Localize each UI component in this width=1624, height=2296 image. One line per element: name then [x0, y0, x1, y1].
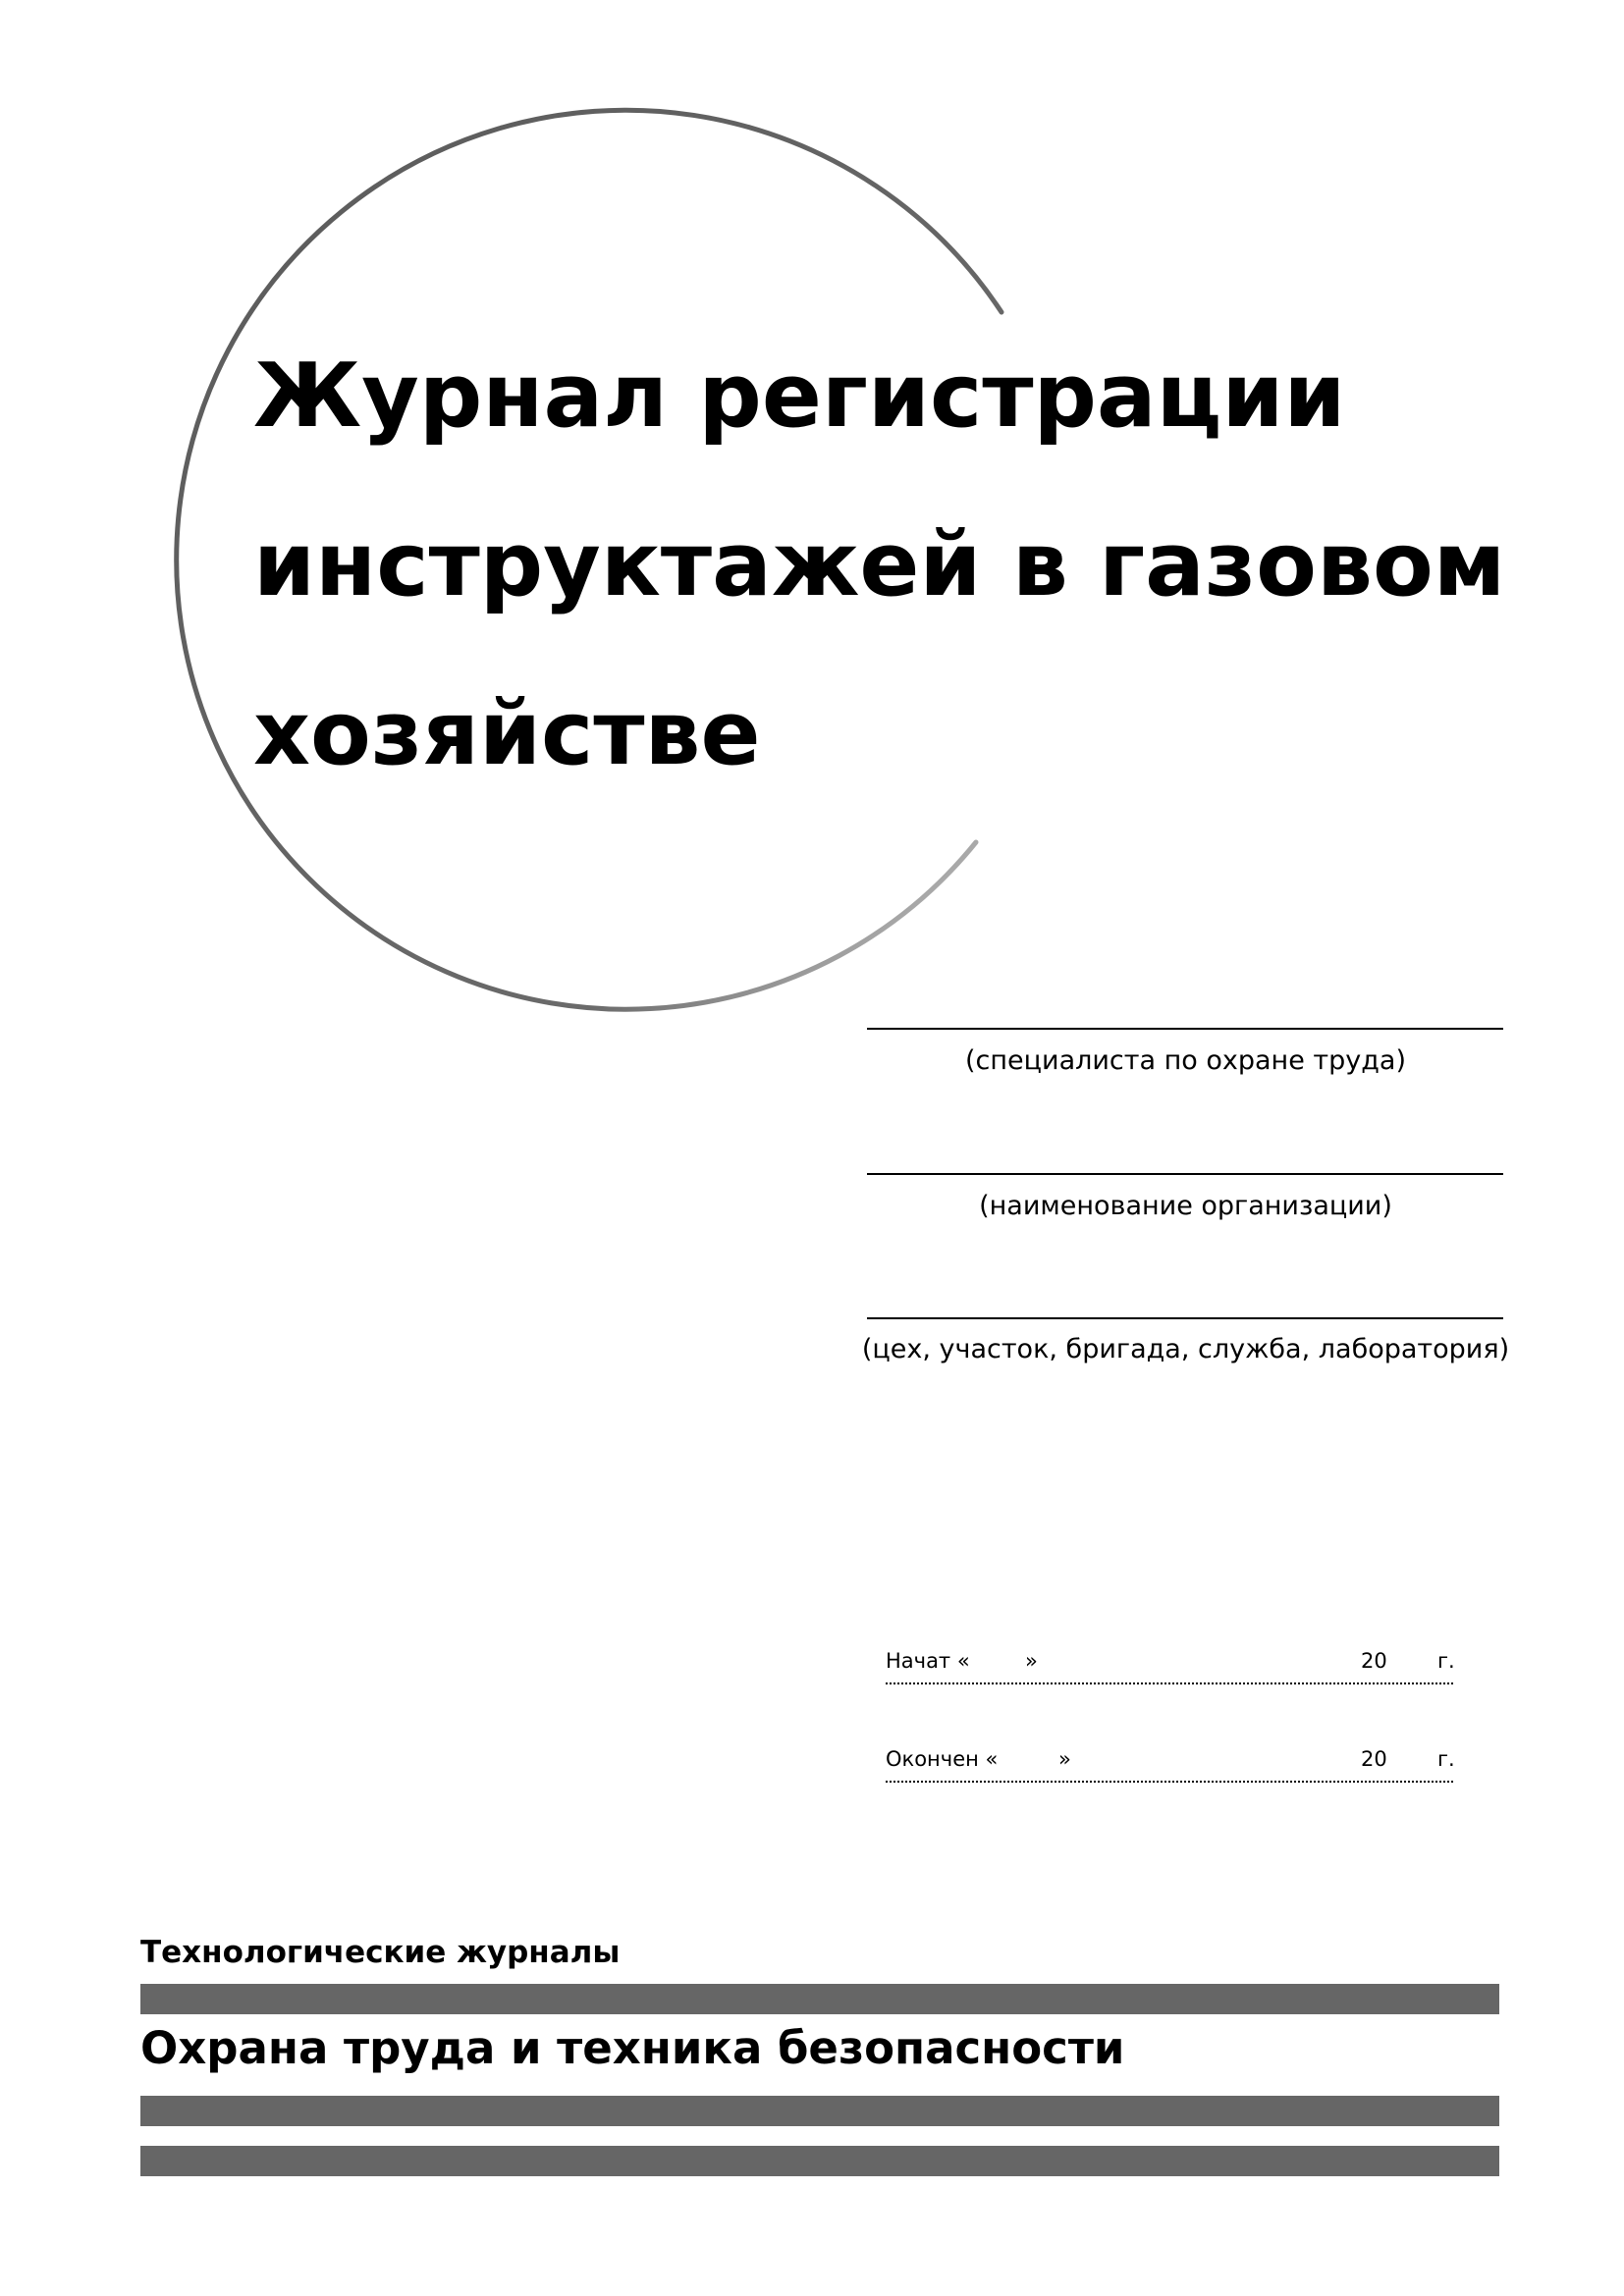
started-century: 20	[1361, 1649, 1387, 1673]
series-bar-middle	[140, 2096, 1499, 2126]
finished-dotted-line	[886, 1781, 1453, 1783]
started-close-quote: »	[1025, 1649, 1038, 1673]
journal-title	[253, 312, 1530, 819]
title-line-3: хозяйстве	[253, 682, 761, 785]
title-line-2: инструктажей в газовом	[253, 513, 1506, 616]
series-label: Технологические журналы	[140, 1935, 621, 1970]
finished-century: 20	[1361, 1747, 1387, 1771]
specialist-field-line[interactable]	[867, 1028, 1503, 1030]
department-field-line[interactable]	[867, 1317, 1503, 1319]
series-title: Охрана труда и техника безопасности	[140, 2022, 1125, 2074]
title-line-1: Журнал регистрации	[253, 345, 1346, 448]
specialist-field-caption: (специалиста по охране труда)	[965, 1045, 1406, 1076]
finished-label: Окончен «	[886, 1747, 999, 1771]
started-label: Начат «	[886, 1649, 970, 1673]
finished-date-row[interactable]	[886, 1747, 1453, 1787]
department-field-caption: (цех, участок, бригада, служба, лаборатория)	[861, 1334, 1510, 1364]
started-year-suffix: г.	[1437, 1649, 1455, 1673]
started-date-row[interactable]	[886, 1649, 1453, 1688]
organization-field-caption: (наименование организации)	[979, 1191, 1392, 1221]
series-bar-bottom	[140, 2146, 1499, 2176]
organization-field-line[interactable]	[867, 1173, 1503, 1175]
series-bar-top	[140, 1984, 1499, 2014]
finished-year-suffix: г.	[1437, 1747, 1455, 1771]
started-dotted-line	[886, 1682, 1453, 1684]
finished-close-quote: »	[1058, 1747, 1071, 1771]
